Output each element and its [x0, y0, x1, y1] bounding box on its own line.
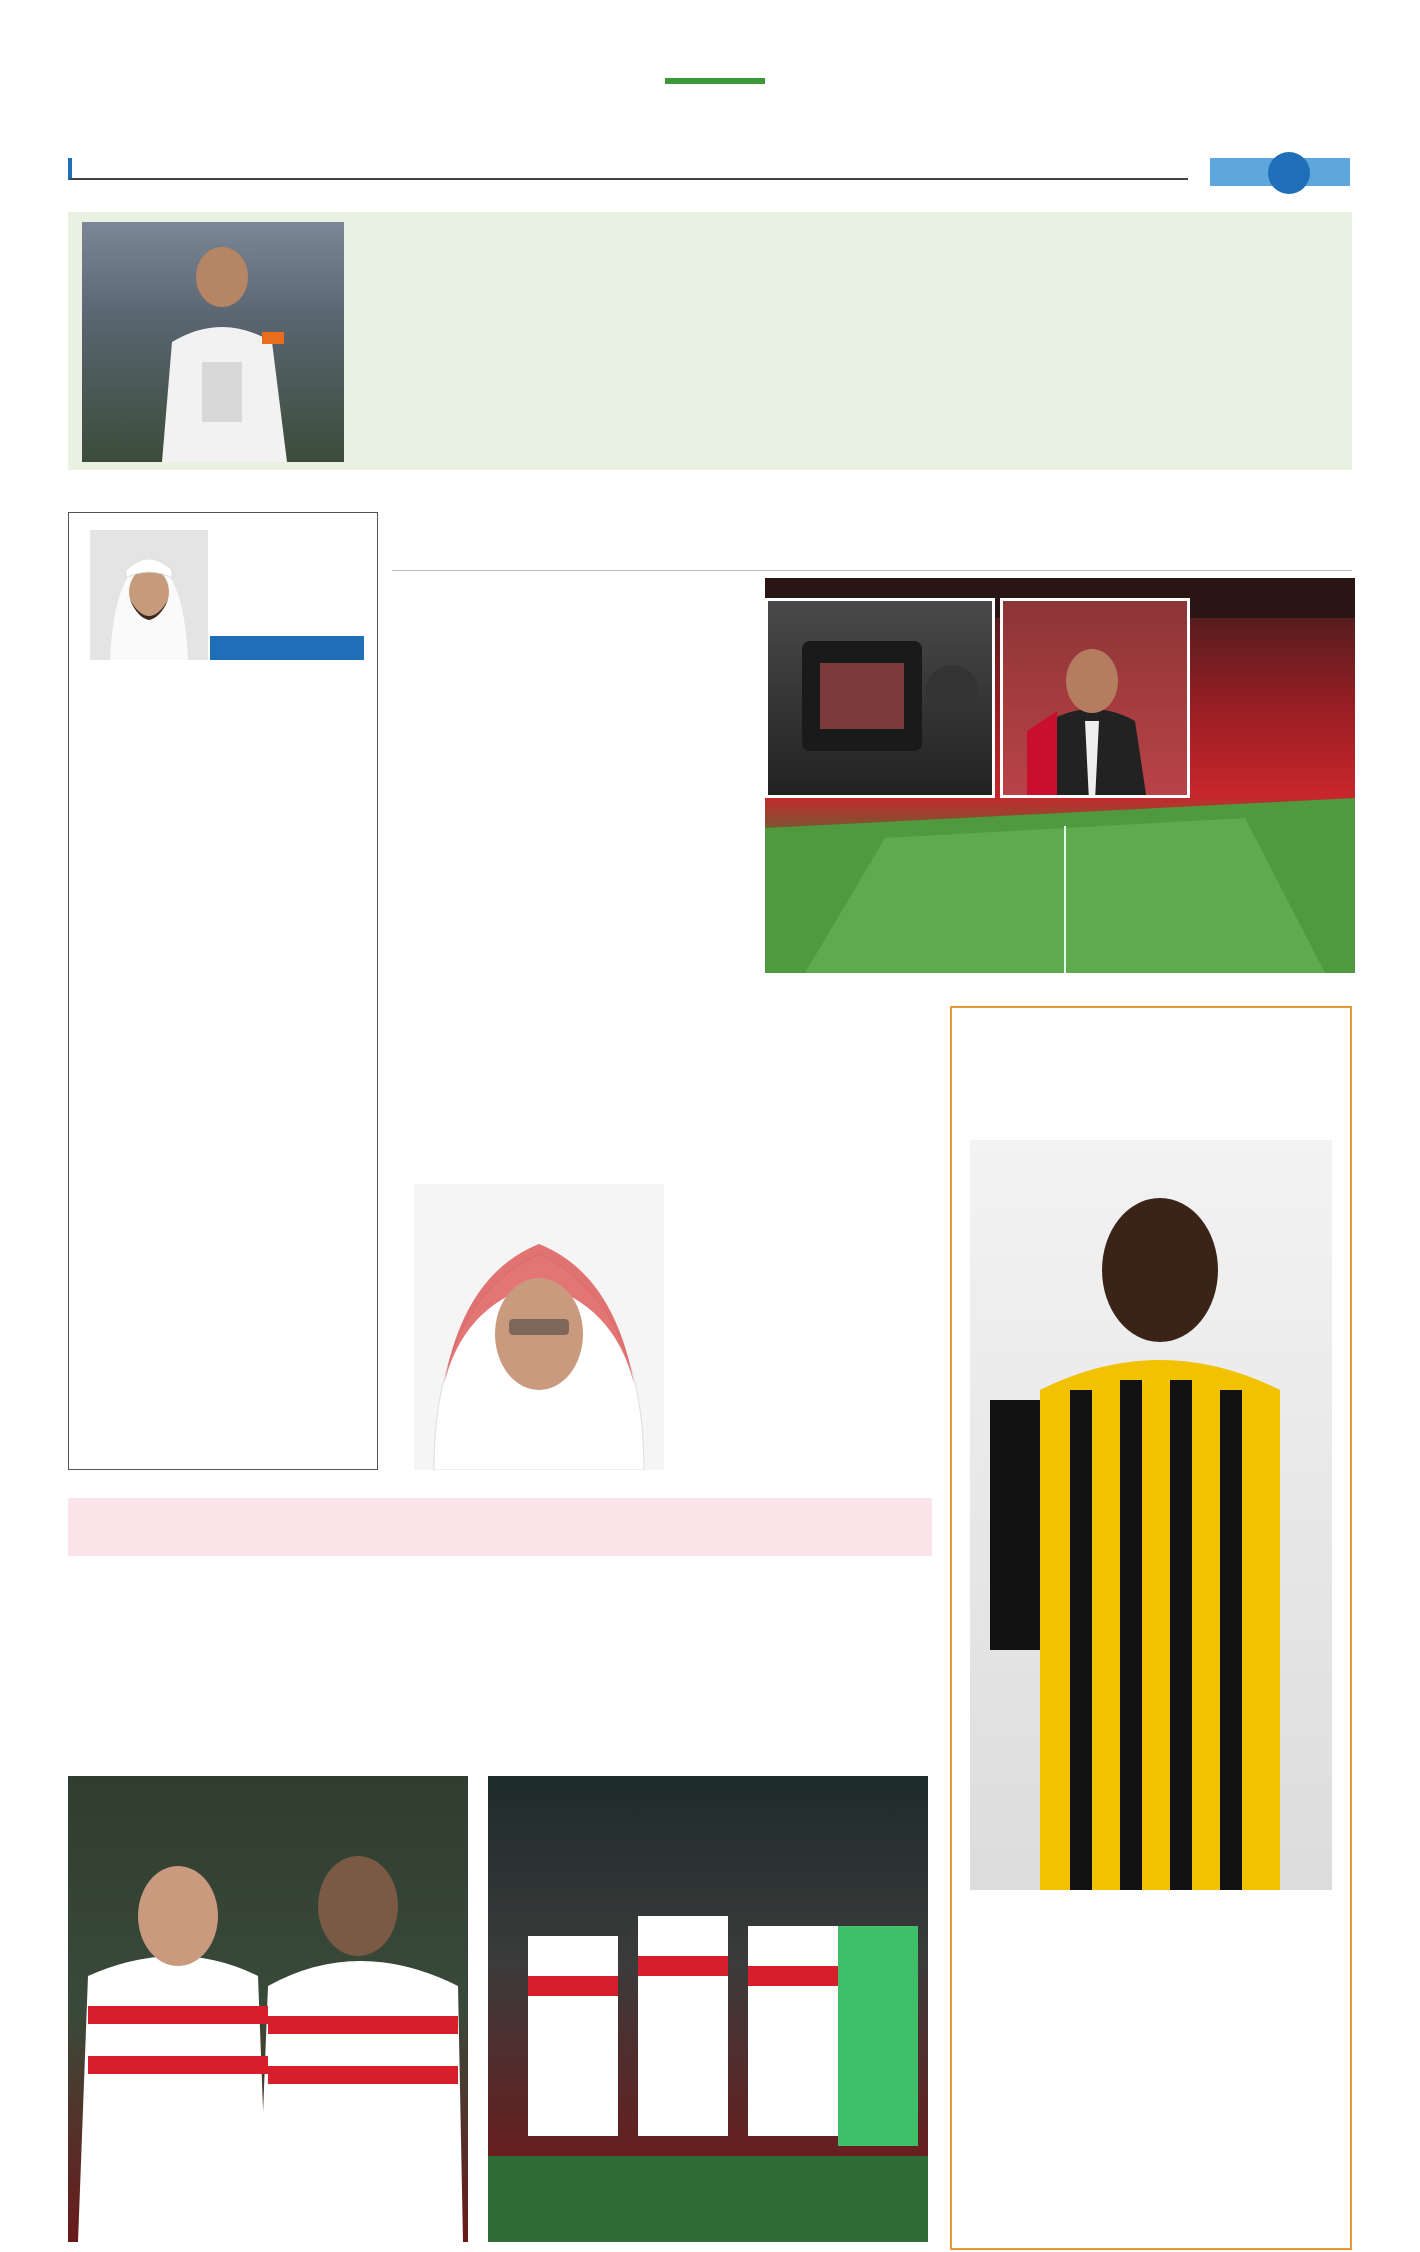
logo: [650, 78, 780, 168]
columnist-illustration: [90, 530, 208, 660]
column-author: [210, 636, 364, 660]
muamenah-illustration: [414, 1184, 664, 1470]
masthead-big: [828, 228, 1348, 448]
kariri-illustration: [970, 1140, 1332, 1890]
muamenah-photo: [414, 1184, 664, 1470]
kariri-photo: [970, 1140, 1332, 1890]
makkah-title-bar: [68, 1498, 932, 1556]
player-illustration: [82, 222, 344, 462]
prince-inset-photo: [1000, 598, 1190, 798]
page-number-badge: [1210, 158, 1350, 186]
wahda-players-photo-2: [68, 1776, 468, 2242]
prince-illustration: [1000, 601, 1187, 798]
wahda-illustration-1: [488, 1776, 928, 2242]
columnist-photo: [90, 530, 208, 660]
wahda-players-photo-1: [488, 1776, 928, 2242]
dateline: [68, 158, 1188, 180]
camera-inset-photo: [765, 598, 995, 798]
wahda-illustration-2: [68, 1776, 468, 2242]
camera-illustration: [765, 601, 992, 798]
page-number: [1268, 152, 1310, 194]
nasr-player-photo: [82, 222, 344, 462]
